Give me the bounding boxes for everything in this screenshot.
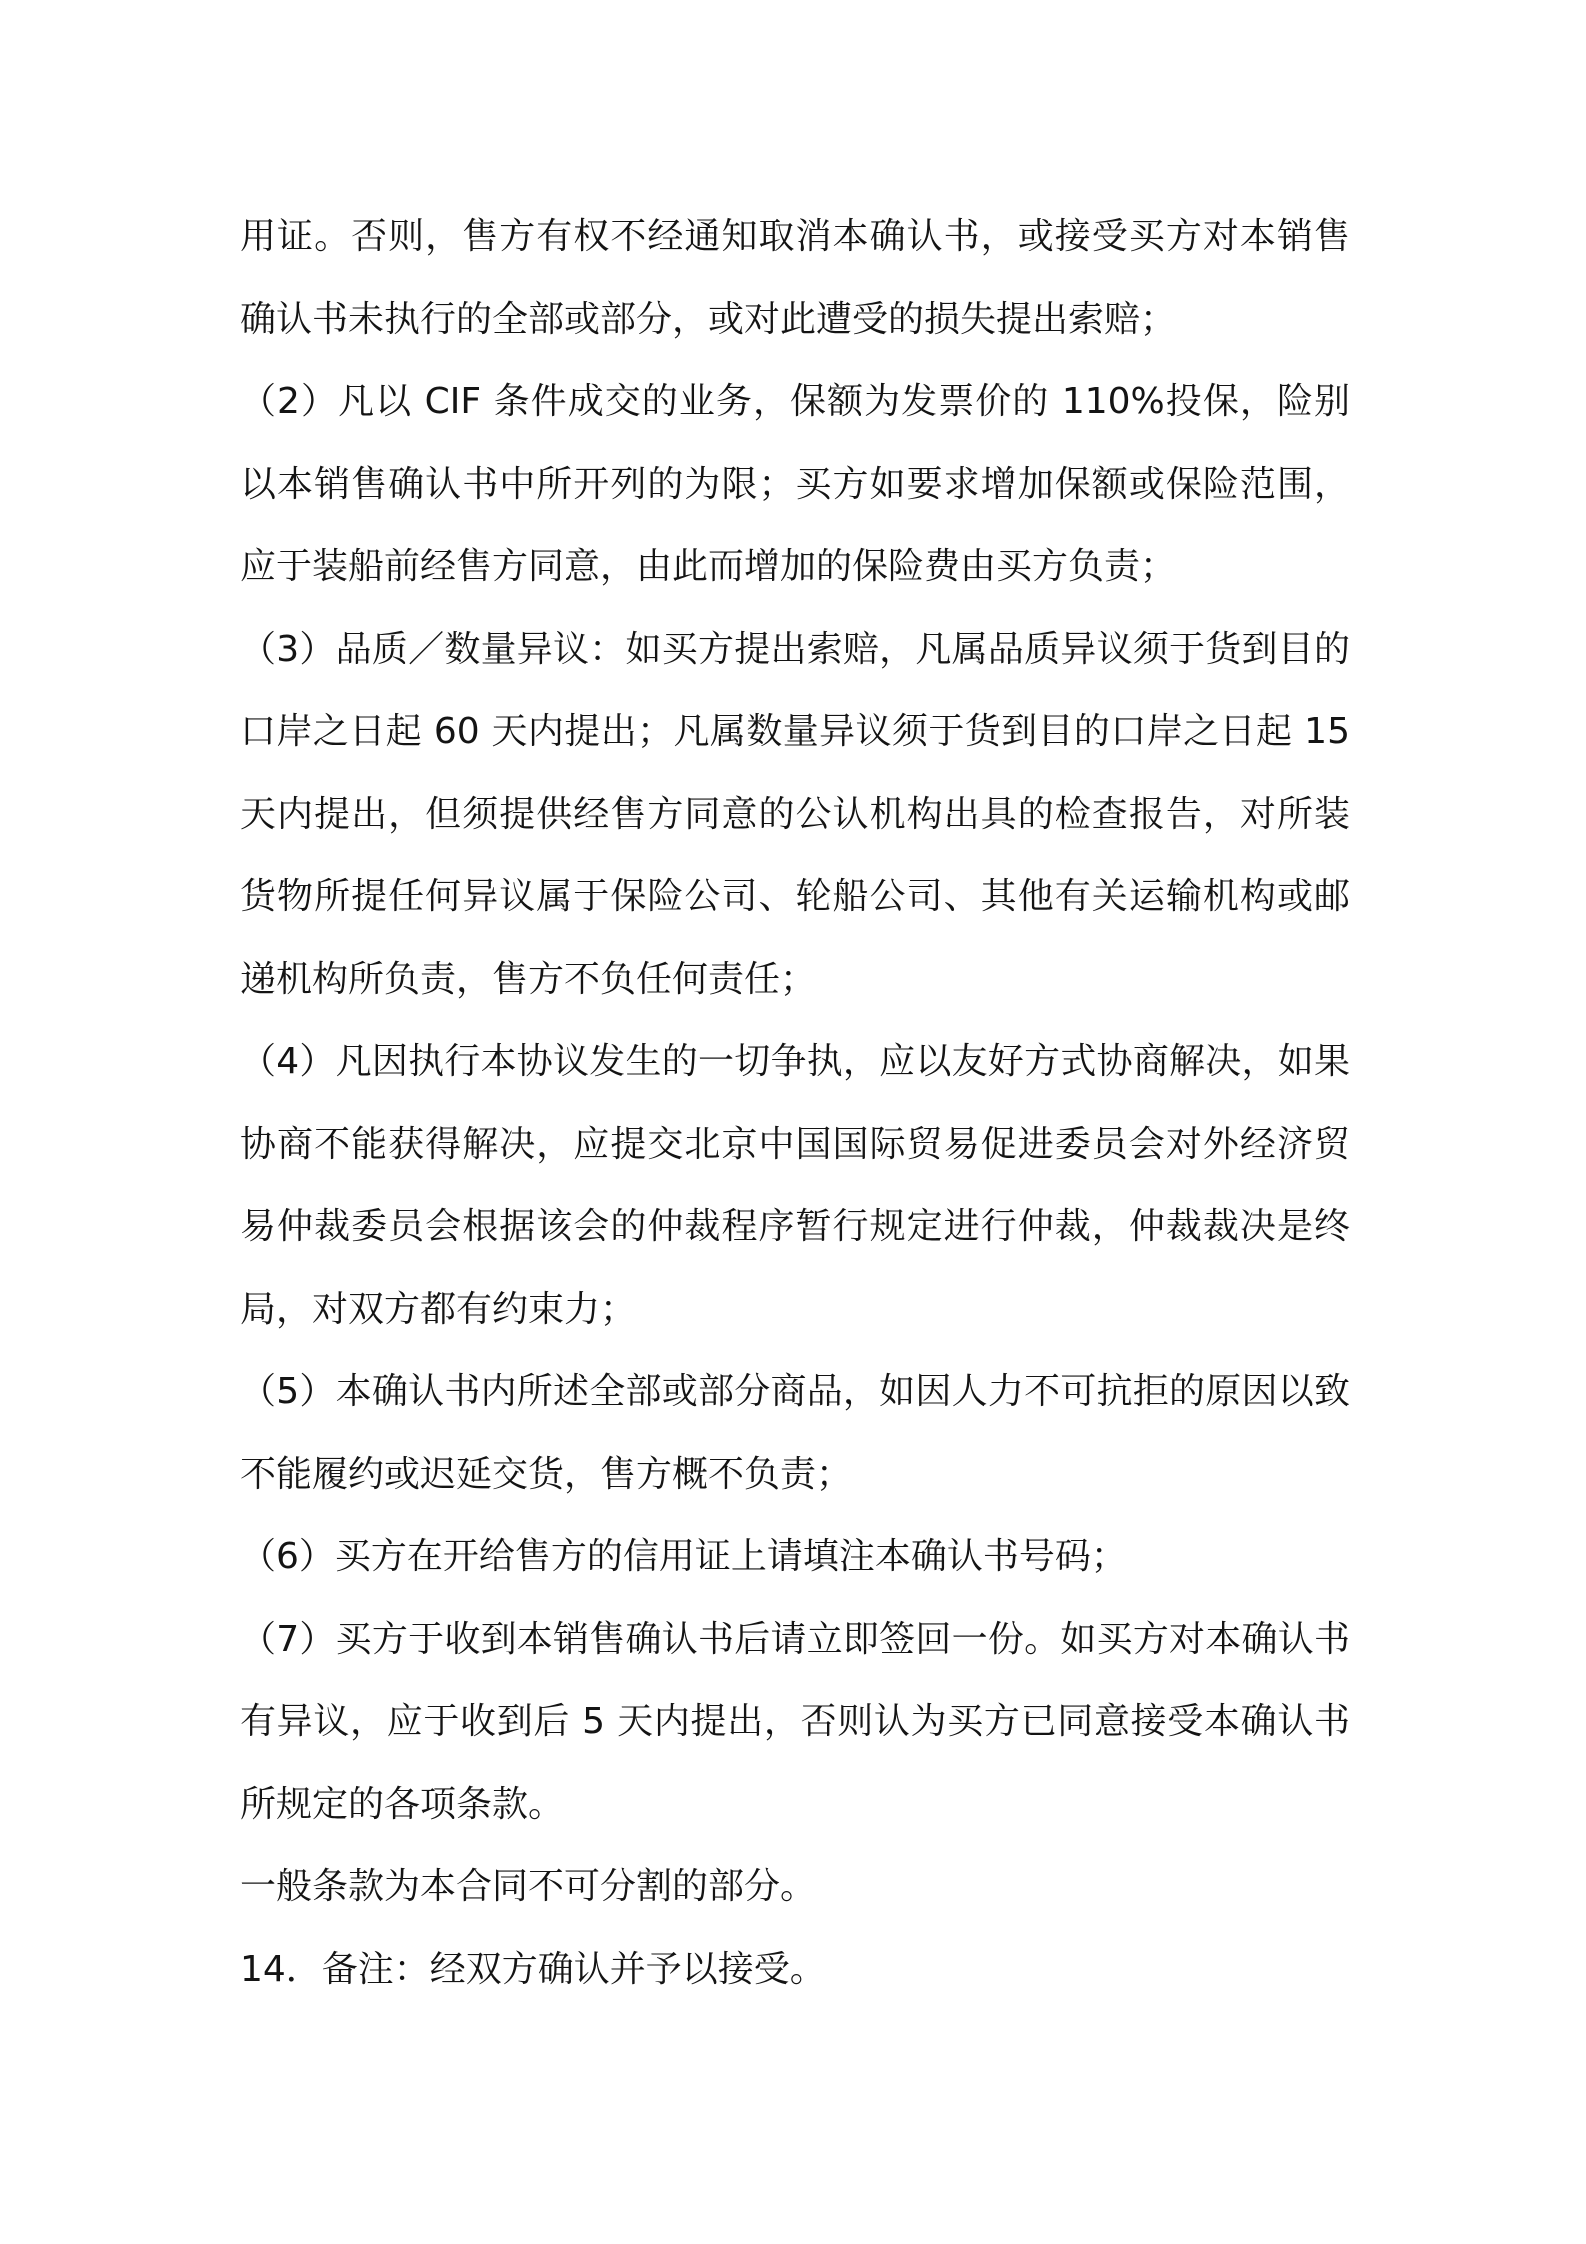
remarks-section — [240, 1929, 1350, 2012]
clause-text: 凡以 CIF 条件成交的业务，保额为发票价的 110%投保，险别以本销售确认书中所开列的为限；买方如要求增加保额或保险范围，应于装船前经售方同意，由此而增加的保险费由买方负责； — [240, 381, 1351, 587]
paragraph-text: 一般条款为本合同不可分割的部分。 — [240, 1866, 817, 1907]
paragraph-continuation — [240, 196, 1350, 361]
clause-3-quality-quantity-claims — [240, 609, 1350, 1022]
clause-number: （5） — [240, 1371, 336, 1412]
paragraph-text: 14．备注：经双方确认并予以接受。 — [240, 1948, 826, 1990]
clause-text: 买方在开给售方的信用证上请填注本确认书号码； — [334, 1536, 1127, 1577]
clause-text: 买方于收到本销售确认书后请立即签回一份。如买方对本确认书有异议，应于收到后 5 天内提出，否则认为买方已同意接受本确认书所规定的各项条款。 — [240, 1618, 1350, 1825]
contract-clauses — [240, 196, 1350, 2011]
clause-5-force-majeure — [240, 1351, 1350, 1516]
clause-number: （2） — [240, 381, 339, 422]
clause-7-countersign — [240, 1599, 1350, 1847]
clause-6-credit-reference — [240, 1516, 1350, 1599]
clause-number: （3） — [240, 628, 336, 670]
paragraph-text: 用证。否则，售方有权不经通知取消本确认书，或接受买方对本销售确认书未执行的全部或部分，或对此遭受的损失提出索赔； — [240, 216, 1350, 340]
clause-text: 凡因执行本协议发生的一切争执，应以友好方式协商解决，如果协商不能获得解决，应提交北京中国国际贸易促进委员会对外经济贸易仲裁委员会根据该会的仲裁程序暂行规定进行仲裁，仲裁裁决是终局，对双方都有约束力； — [240, 1041, 1350, 1330]
clause-number: （6） — [240, 1536, 335, 1577]
clause-2-insurance — [240, 361, 1350, 609]
clause-4-arbitration — [240, 1021, 1350, 1351]
clause-text: 品质／数量异议：如买方提出索赔，凡属品质异议须于货到目的口岸之日起 60 天内提出；凡属数量异议须于货到目的口岸之日起 15 天内提出，但须提供经售方同意的公认机构出具的检查报告，对所装货物所提任何异议属于保险公司、轮船公司、其他有关运输机构或邮递机构所负责，售方不负任何责任； — [240, 628, 1350, 1000]
clause-number: （4） — [240, 1041, 336, 1082]
clause-number: （7） — [240, 1618, 336, 1660]
general-terms-statement — [240, 1846, 1350, 1929]
clause-text: 本确认书内所述全部或部分商品，如因人力不可抗拒的原因以致不能履约或迟延交货，售方概不负责； — [240, 1371, 1350, 1495]
